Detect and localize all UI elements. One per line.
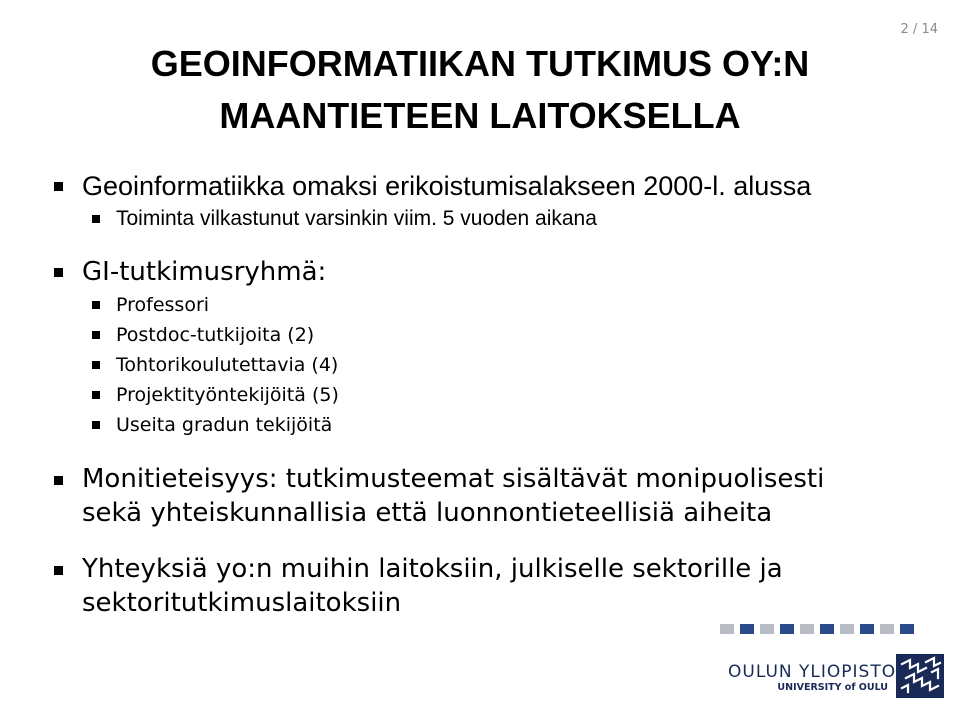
decorative-square <box>760 624 774 634</box>
square-bullet-icon <box>54 476 63 485</box>
slide-title <box>0 38 960 142</box>
decorative-square <box>900 624 914 634</box>
square-bullet-icon <box>92 361 100 369</box>
university-emblem-icon <box>896 654 944 698</box>
decorative-square <box>800 624 814 634</box>
bullet-connections: Yhteyksiä yo:n muihin laitoksiin, julkiselle sektorille ja sektoritutkimuslaitoksiin <box>52 552 932 620</box>
sub-bullet-activity: Toiminta vilkastunut varsinkin viim. 5 vuoden aikana <box>90 204 932 234</box>
sub-bullet-member: Useita gradun tekijöitä <box>90 410 932 440</box>
decorative-square <box>840 624 854 634</box>
sub-bullet-member: Projektityöntekijöitä (5) <box>90 380 932 410</box>
decorative-square <box>880 624 894 634</box>
square-bullet-icon <box>92 331 100 339</box>
decorative-square <box>860 624 874 634</box>
square-bullet-icon <box>92 421 100 429</box>
square-bullet-icon <box>92 301 100 309</box>
university-name: OULUN YLIOPISTO <box>728 662 897 682</box>
bullet-research-group: GI-tutkimusryhmä: <box>52 254 932 290</box>
page-number: 2 / 14 <box>900 22 938 37</box>
bullet-multidisciplinary: Monitieteisyys: tutkimusteemat sisältävät monipuolisesti sekä yhteiskunnallisia että luonnontieteellisiä aiheita <box>52 462 932 530</box>
decorative-square <box>720 624 734 634</box>
decorative-square <box>820 624 834 634</box>
decorative-square <box>780 624 794 634</box>
square-bullet-icon <box>92 391 100 399</box>
square-bullet-icon <box>54 268 63 277</box>
bullet-list <box>52 168 932 620</box>
decorative-squares <box>720 624 914 634</box>
square-bullet-icon <box>54 566 63 575</box>
square-bullet-icon <box>92 215 100 223</box>
decorative-square <box>740 624 754 634</box>
sub-bullet-member: Professori <box>90 290 932 320</box>
title-line-2: MAANTIETEEN LAITOKSELLA <box>219 95 741 136</box>
university-logo-text <box>728 662 897 694</box>
university-subtitle: UNIVERSITY of OULU <box>777 682 888 693</box>
square-bullet-icon <box>54 182 63 191</box>
sub-bullet-member: Postdoc-tutkijoita (2) <box>90 320 932 350</box>
bullet-geoinformatics: Geoinformatiikka omaksi erikoistumisalakseen 2000-l. alussa <box>52 168 932 204</box>
title-line-1: GEOINFORMATIIKAN TUTKIMUS OY:N <box>150 43 810 84</box>
sub-bullet-member: Tohtorikoulutettavia (4) <box>90 350 932 380</box>
